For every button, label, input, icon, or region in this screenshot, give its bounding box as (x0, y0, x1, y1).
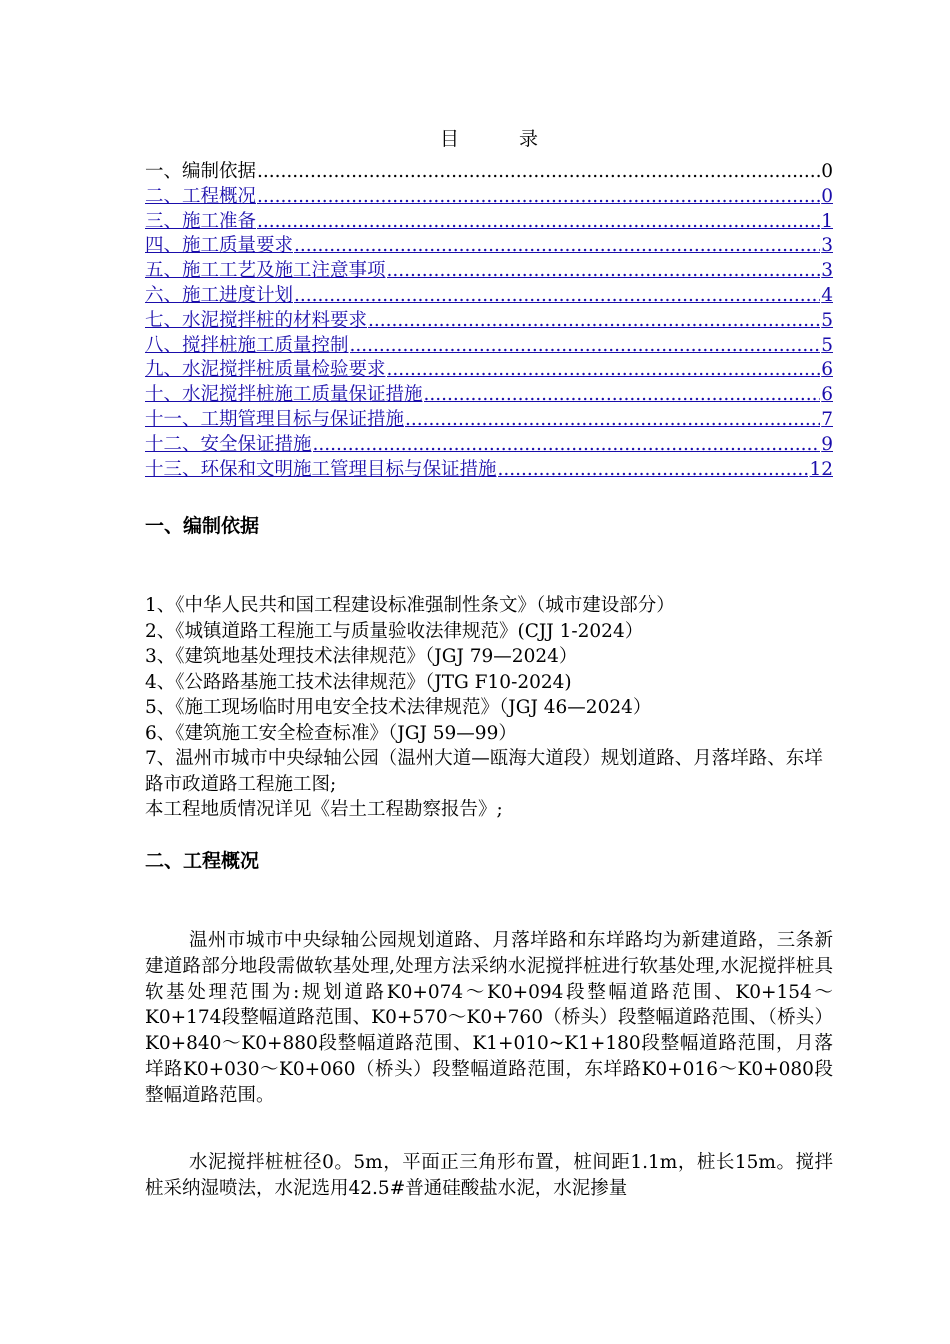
toc-entry-page: 7 (821, 408, 833, 430)
toc-entry[interactable] (145, 334, 833, 359)
toc-entry[interactable] (145, 210, 833, 235)
toc-entry-page: 0 (821, 161, 833, 182)
toc-entry[interactable] (145, 433, 833, 458)
toc-entry (145, 160, 833, 185)
toc-leader-dots (257, 210, 820, 235)
toc-leader-dots (405, 408, 820, 433)
toc-leader-dots (350, 334, 821, 359)
toc-entry-page: 0 (821, 185, 833, 207)
toc-entry[interactable] (145, 358, 833, 383)
toc-entry-page: 6 (821, 384, 833, 406)
reference-list (145, 593, 833, 823)
pile-spec-paragraph: 水泥搅拌桩桩径0。5m，平面正三角形布置，桩间距1.1m，桩长15m。搅拌桩采纳湿喷法，水泥选用42.5#普通硅酸盐水泥，水泥掺量 (145, 1152, 833, 1199)
overview-paragraph: 温州市城市中央绿轴公园规划道路、月落垟路和东垟路均为新建道路，三条新建道路部分地段需做软基处理,处理方法采纳水泥搅拌桩进行软基处理,水泥搅拌桩具软基处理范围为:规划道路K0+074～K0+094段整幅道路范围、K0+154～K0+174段整幅道路范围、K0+570～K0+760（桥头）段整幅道路范围、（桥头）K0+840～K0+880段整幅道路范围、K1+010~K1+180段整幅道路范围，月落垟路K0+030～K0+060（桥头）段整幅道路范围，东垟路K0+016～K0+080段整幅道路范围。 (145, 930, 833, 1106)
toc-leader-dots (368, 309, 820, 334)
reference-item: 本工程地质情况详见《岩土工程勘察报告》; (145, 799, 503, 820)
toc-leader-dots (313, 433, 821, 458)
toc-entry[interactable] (145, 383, 833, 408)
toc-entry[interactable] (145, 234, 833, 259)
toc-entry-label: 十一、工期管理目标与保证措施 (145, 408, 405, 430)
toc-entry-label: 九、水泥搅拌桩质量检验要求 (145, 359, 386, 381)
toc-entry-label: 十、水泥搅拌桩施工质量保证措施 (145, 384, 423, 406)
toc-entry-label: 一、编制依据 (145, 161, 257, 182)
toc-leader-dots (387, 358, 821, 383)
toc-entry-label: 十二、安全保证措施 (145, 433, 312, 455)
reference-item: 5、《施工现场临时用电安全技术法律规范》（JGJ 46—2024） (145, 697, 652, 718)
toc-entry-page: 1 (821, 210, 833, 232)
toc-entry-page: 5 (821, 334, 833, 356)
toc-entry-page: 3 (821, 235, 833, 257)
toc-leader-dots (257, 160, 820, 185)
toc-leader-dots (294, 234, 820, 259)
toc-entry[interactable] (145, 309, 833, 334)
toc-title: 目录 (439, 128, 598, 150)
toc-entry-label: 四、施工质量要求 (145, 235, 294, 257)
section-heading-basis: 一、编制依据 (145, 515, 260, 537)
toc-entry-page: 6 (821, 359, 833, 381)
reference-item: 6、《建筑施工安全检查标准》（JGJ 59—99） (145, 722, 517, 744)
toc-leader-dots (294, 284, 820, 309)
reference-item: 3、《建筑地基处理技术法律规范》（JGJ 79—2024） (145, 646, 578, 667)
section-heading-overview: 二、工程概况 (145, 850, 260, 872)
toc-entry-page: 3 (821, 260, 833, 282)
toc-entry-label: 三、施工准备 (145, 210, 257, 232)
table-of-contents (145, 160, 833, 482)
toc-entry[interactable] (145, 284, 833, 309)
toc-entry-label: 七、水泥搅拌桩的材料要求 (145, 309, 368, 331)
toc-entry-label: 八、搅拌桩施工质量控制 (145, 334, 349, 356)
toc-entry-page: 12 (809, 458, 833, 480)
reference-item: 7、温州市城市中央绿轴公园（温州大道—瓯海大道段）规划道路、月落垟路、东垟路市政道路工程施工图; (145, 748, 823, 795)
toc-entry[interactable] (145, 259, 833, 284)
toc-entry[interactable] (145, 185, 833, 210)
toc-entry-page: 5 (821, 309, 833, 331)
reference-item: 1、《中华人民共和国工程建设标准强制性条文》（城市建设部分） (145, 595, 675, 616)
reference-item: 4、《公路路基施工技术法律规范》（JTG F10-2024) (145, 671, 572, 693)
toc-entry-label: 二、工程概况 (145, 185, 257, 207)
toc-entry-label: 十三、环保和文明施工管理目标与保证措施 (145, 458, 497, 480)
toc-entry-label: 五、施工工艺及施工注意事项 (145, 260, 386, 282)
toc-leader-dots (257, 185, 820, 210)
toc-entry-page: 4 (821, 284, 833, 306)
toc-entry-label: 六、施工进度计划 (145, 284, 294, 306)
toc-entry[interactable] (145, 408, 833, 433)
toc-entry[interactable] (145, 458, 833, 483)
toc-entry-page: 9 (821, 433, 833, 455)
toc-leader-dots (424, 383, 821, 408)
toc-leader-dots (387, 259, 821, 284)
toc-leader-dots (498, 458, 809, 483)
reference-item: 2、《城镇道路工程施工与质量验收法律规范》(CJJ 1-2024） (145, 620, 644, 642)
